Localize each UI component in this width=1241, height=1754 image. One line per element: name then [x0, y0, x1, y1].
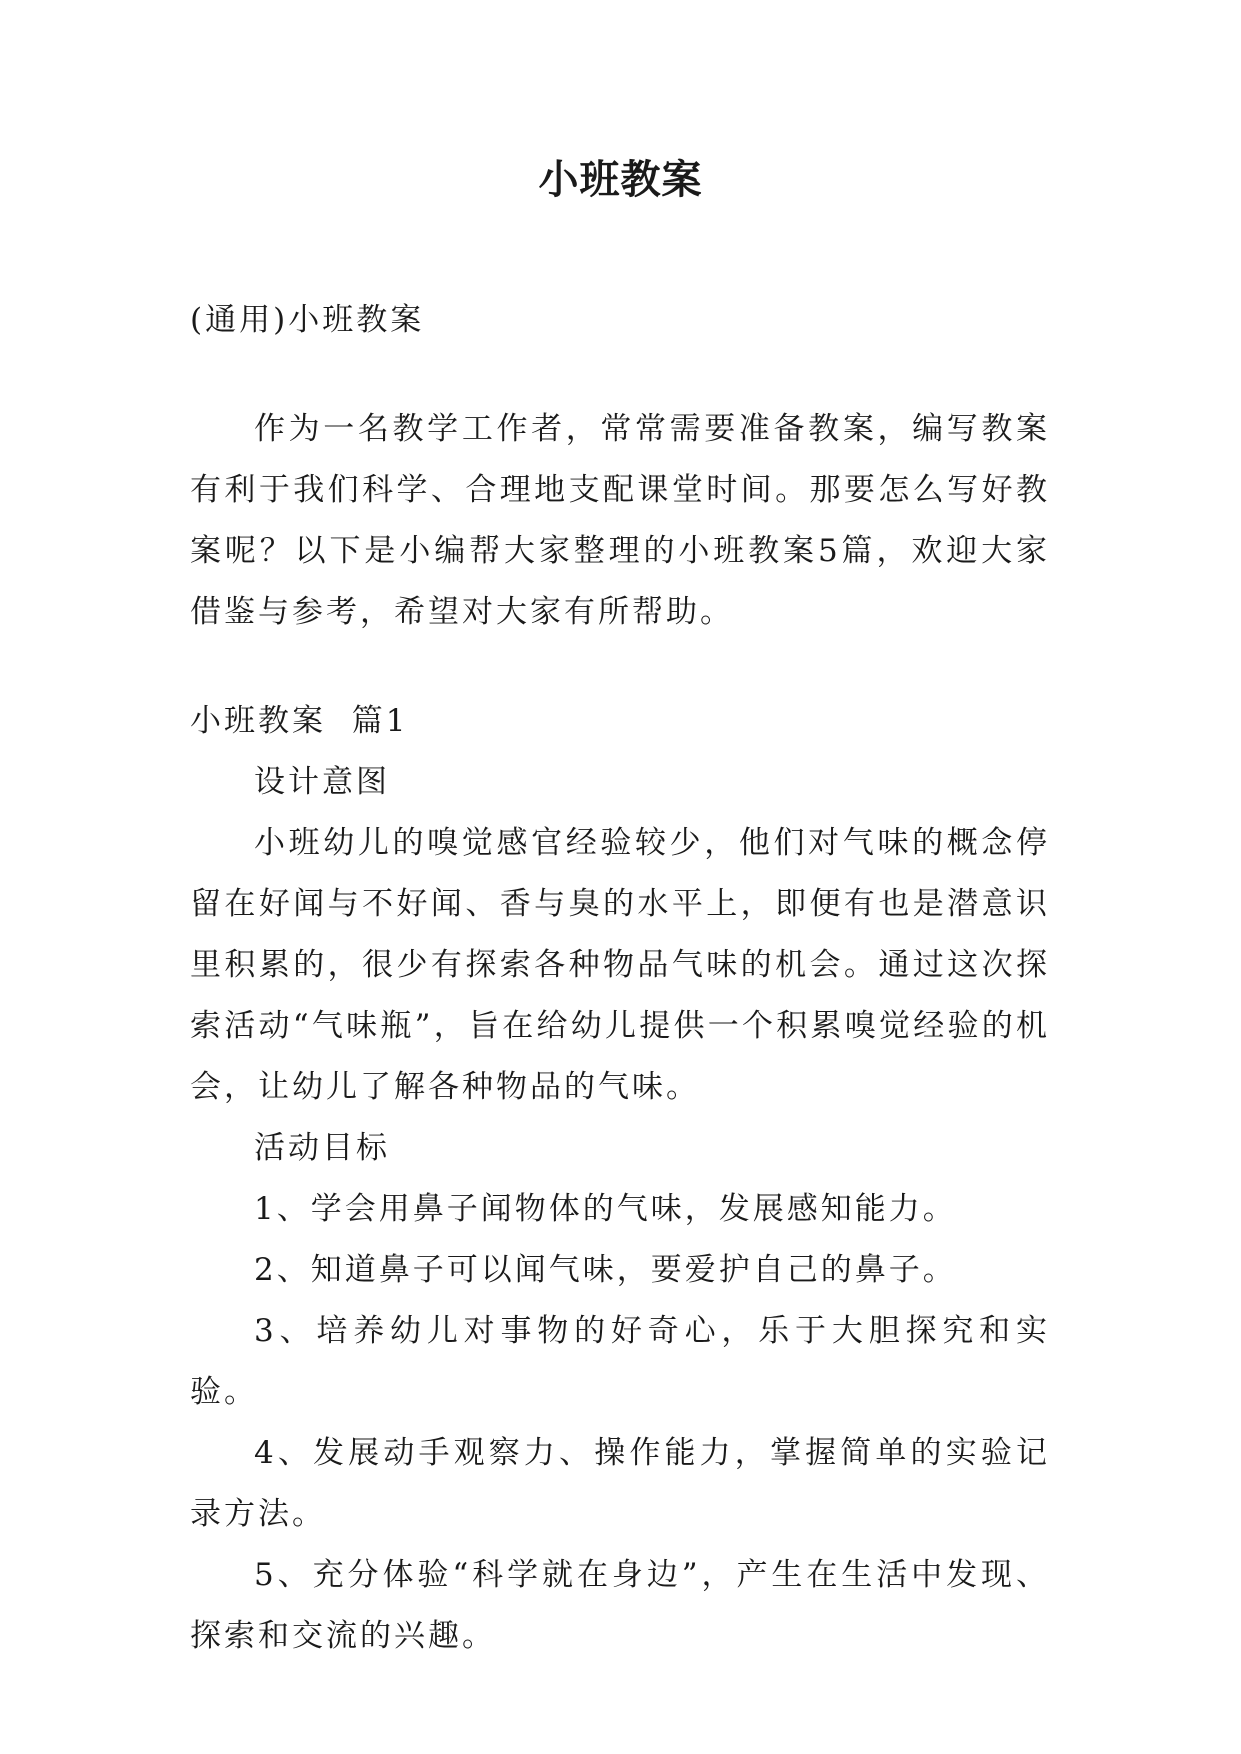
section-heading: 小班教案 篇1 [190, 703, 409, 739]
goal-item-4: 4、发展动手观察力、操作能力，掌握简单的实验记录方法。 [190, 1435, 1050, 1532]
document-subtitle: (通用)小班教案 [190, 302, 425, 338]
design-intent-heading: 设计意图 [254, 764, 390, 800]
goal-item-5: 5、充分体验“科学就在身边”，产生在生活中发现、探索和交流的兴趣。 [190, 1557, 1050, 1654]
goal-item-3: 3、培养幼儿对事物的好奇心，乐于大胆探究和实验。 [190, 1313, 1050, 1410]
goal-item-1: 1、学会用鼻子闻物体的气味，发展感知能力。 [254, 1191, 957, 1227]
intro-paragraph: 作为一名教学工作者，常常需要准备教案，编写教案有利于我们科学、合理地支配课堂时间。那要怎么写好教案呢？以下是小编帮大家整理的小班教案5篇，欢迎大家借鉴与参考，希望对大家有所帮助。 [190, 411, 1050, 630]
goal-item-2: 2、知道鼻子可以闻气味，要爱护自己的鼻子。 [254, 1252, 957, 1288]
design-intent-paragraph: 小班幼儿的嗅觉感官经验较少，他们对气味的概念停留在好闻与不好闻、香与臭的水平上，即便有也是潜意识里积累的，很少有探索各种物品气味的机会。通过这次探索活动“气味瓶”，旨在给幼儿提供一个积累嗅觉经验的机会，让幼儿了解各种物品的气味。 [190, 825, 1050, 1105]
document-body [190, 290, 1050, 1667]
page-title: 小班教案 [538, 157, 703, 203]
goals-heading: 活动目标 [254, 1130, 390, 1166]
